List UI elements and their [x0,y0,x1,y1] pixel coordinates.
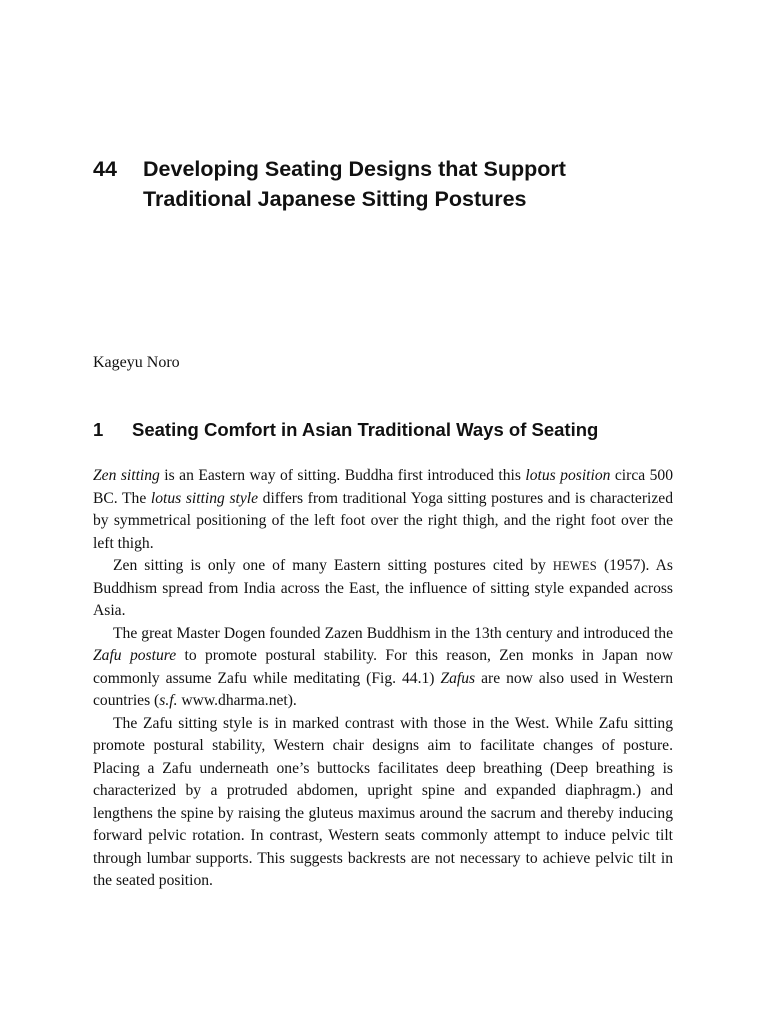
term-zafus: Zafus [440,669,476,687]
text-run: to promote postural stability. For this reason, Zen monks in Japan now commonly assume Zafu while meditating (Fig. 44.1) [93,647,673,687]
text-run: are now also used in Western countries ( [93,669,673,709]
author-name: Kageyu Noro [93,354,180,371]
chapter-title-line-2: Traditional Japanese Sitting Postures [143,187,527,211]
body-text [93,465,673,893]
text-run: (1957). As Buddhism spread from India across the East, the influence of sitting style expanded across Asia. [93,557,673,619]
paragraph-2 [93,555,673,623]
text-run: is an Eastern way of sitting. Buddha first introduced this [159,467,526,484]
term-lotus-position: lotus position [525,467,611,484]
text-run: www.dharma.net). [177,692,297,709]
chapter-number: 44 [93,157,117,181]
section-heading [93,417,693,443]
paragraph-4: The Zafu sitting style is in marked contrast with those in the West. While Zafu sitting promote postural stability, Western chair designs aim to facilitate changes of posture. Placing a Zafu underneath one’s buttocks facilitates deep breathing (Deep breathing is characterized by a protruded abdomen, upright spine and expanded diaphragm.) and lengthens the spine by raising the gluteus maximus around the sacrum and thereby inducing forward pelvic rotation. In contrast, Western seats commonly attempt to induce pelvic tilt through lumbar supports. This suggests backrests are not necessary to achieve pelvic tilt in the seated position. [93,714,673,889]
chapter-title-line-1: Developing Seating Designs that Support [143,157,566,181]
term-zafu-posture: Zafu posture [93,647,177,664]
text-run: circa 500 BC. The [93,467,674,507]
chapter-title [93,154,693,214]
paragraph-1 [93,465,673,555]
section-title: Seating Comfort in Asian Traditional Ways of Seating [132,419,599,440]
term-zen-sitting: Zen sitting [93,467,160,484]
text-run: Zen sitting is only one of many Eastern sitting postures cited by [113,557,553,574]
paragraph-3 [93,623,673,713]
text-run: differs from traditional Yoga sitting postures and is characterized by symmetrical positioning of the left foot over the right thigh, and the right foot over the left thigh. [93,489,673,552]
term-lotus-sitting-style: lotus sitting style [150,489,259,507]
term-sf: s.f. [159,692,178,709]
citation-author: HEWES [552,559,597,573]
text-run: The great Master Dogen founded Zazen Buddhism in the 13th century and introduced the [113,624,673,642]
section-number: 1 [93,419,104,440]
